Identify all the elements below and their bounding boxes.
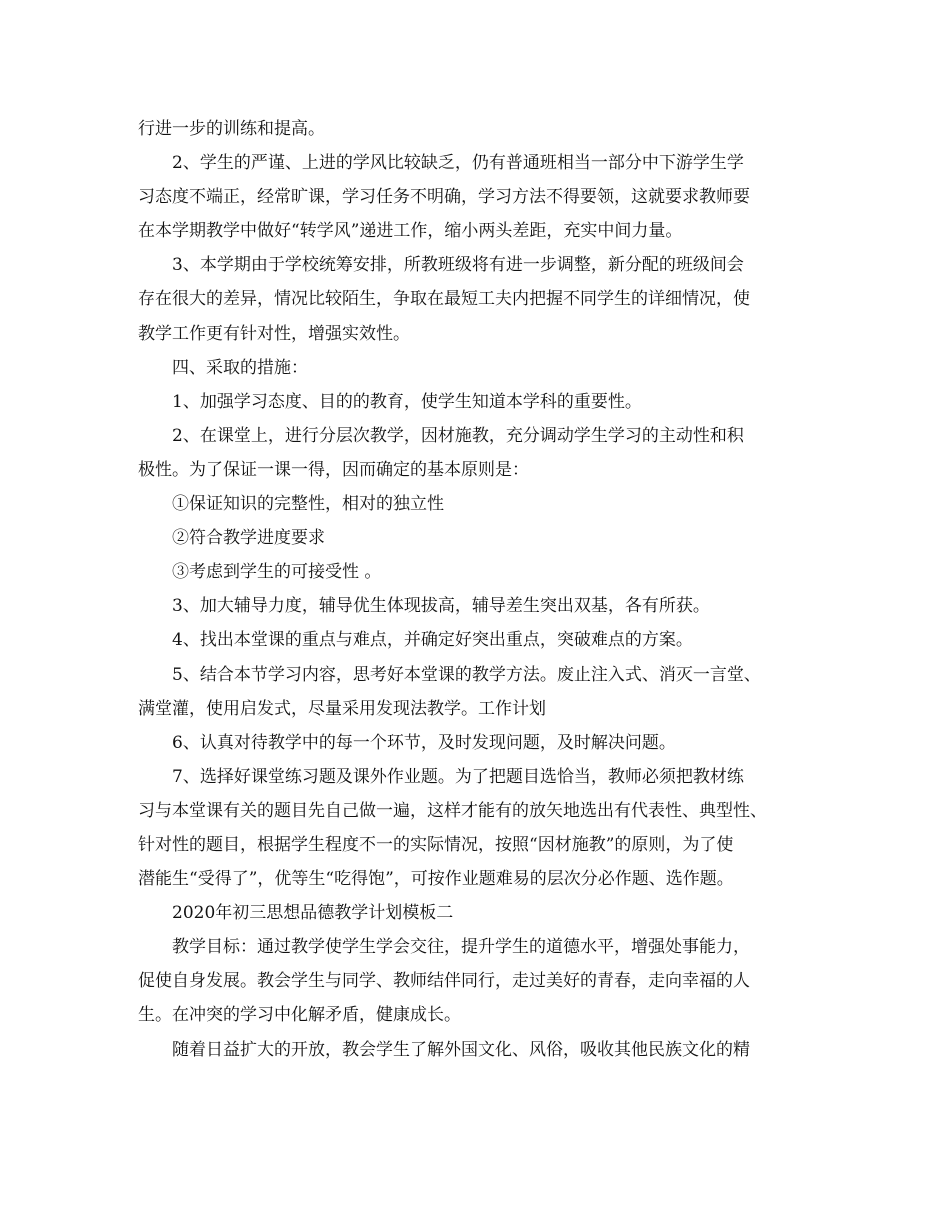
text-line: ③考虑到学生的可接受性 。 bbox=[172, 562, 382, 583]
text-line: 生。在冲突的学习中化解矛盾，健康成长。 bbox=[138, 1005, 461, 1026]
document-body bbox=[138, 112, 828, 1067]
text-line: 4、找出本堂课的重点与难点，并确定好突出重点，突破难点的方案。 bbox=[172, 630, 693, 651]
text-line: 行进一步的训练和提高。 bbox=[138, 119, 325, 139]
text-line: 2020年初三思想品德教学计划模板二 bbox=[172, 903, 454, 924]
text-line: 教学目标：通过教学使学生学会交往，提升学生的道德水平，增强处事能力， bbox=[172, 937, 750, 958]
text-line: 3、加大辅导力度，辅导优生体现拔高，辅导差生突出双基，各有所获。 bbox=[172, 596, 710, 617]
text-line: 7、选择好课堂练习题及课外作业题。为了把题目选恰当，教师必须把教材练 bbox=[172, 766, 744, 787]
text-line: 针对性的题目，根据学生程度不一的实际情况，按照“因材施教”的原则，为了使 bbox=[138, 834, 734, 855]
text-line: 潜能生“受得了”，优等生“吃得饱”，可按作业题难易的层次分必作题、选作题。 bbox=[138, 869, 734, 890]
text-line: 极性。为了保证一课一得，因而确定的基本原则是： bbox=[138, 459, 529, 480]
text-line: 习态度不端正，经常旷课，学习任务不明确，学习方法不得要领，这就要求教师要 bbox=[138, 187, 750, 208]
text-line: ①保证知识的完整性，相对的独立性 bbox=[172, 494, 444, 515]
text-line: 6、认真对待教学中的每一个环节，及时发现问题，及时解决问题。 bbox=[172, 732, 676, 753]
text-line: 教学工作更有针对性，增强实效性。 bbox=[138, 323, 410, 344]
text-line: 2、在课堂上，进行分层次教学，因材施教，充分调动学生学习的主动性和积 bbox=[172, 425, 744, 446]
text-line: 5、结合本节学习内容，思考好本堂课的教学方法。废止注入式、消灭一言堂、 bbox=[172, 664, 761, 685]
text-line: 满堂灌，使用启发式，尽量采用发现法教学。工作计划 bbox=[138, 698, 546, 719]
text-line: 四、采取的措施： bbox=[172, 357, 308, 378]
text-line: 2、学生的严谨、上进的学风比较缺乏，仍有普通班相当一部分中下游学生学 bbox=[172, 153, 744, 174]
text-line: 在本学期教学中做好“转学风”递进工作，缩小两头差距，充实中间力量。 bbox=[138, 221, 683, 242]
text-line: 1、加强学习态度、目的的教育，使学生知道本学科的重要性。 bbox=[172, 391, 642, 412]
text-line: 存在很大的差异，情况比较陌生，争取在最短工夫内把握不同学生的详细情况，使 bbox=[138, 289, 750, 310]
text-line: 3、本学期由于学校统筹安排，所教班级将有进一步调整，新分配的班级间会 bbox=[172, 255, 744, 276]
text-line: 促使自身发展。教会学生与同学、教师结伴同行，走过美好的青春，走向幸福的人 bbox=[138, 971, 750, 992]
text-line: 习与本堂课有关的题目先自己做一遍，这样才能有的放矢地选出有代表性、典型性、 bbox=[138, 800, 767, 821]
text-line: ②符合教学进度要求 bbox=[172, 528, 325, 549]
text-line: 随着日益扩大的开放，教会学生了解外国文化、风俗，吸收其他民族文化的精 bbox=[172, 1039, 750, 1060]
